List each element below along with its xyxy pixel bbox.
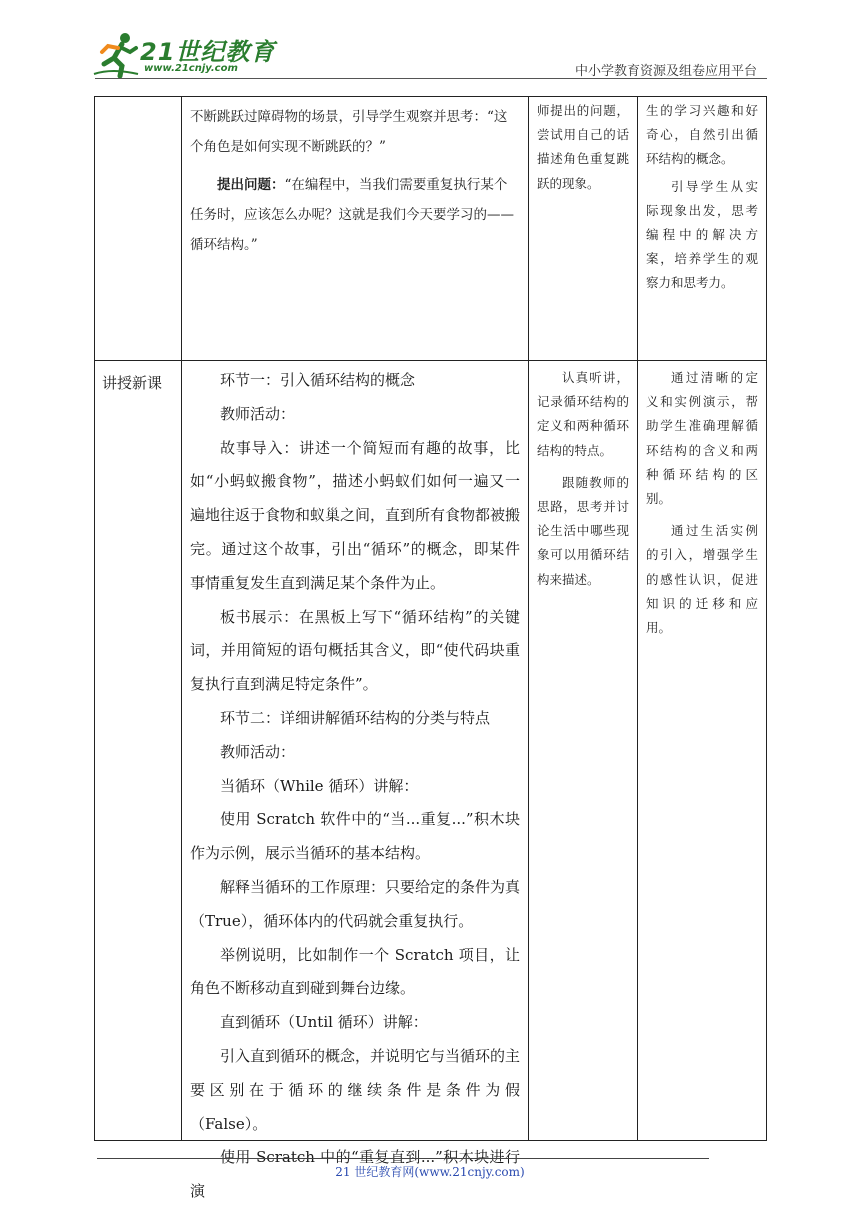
design-intent-text: 通过生活实例的引入，增强学生的感性认识，促进知识的迁移和应用。 <box>646 523 758 636</box>
section-heading: 环节一：引入循环结构的概念 <box>220 371 416 389</box>
table-column-divider <box>181 96 182 1141</box>
footer-divider <box>97 1158 709 1159</box>
platform-name: 中小学教育资源及组卷应用平台 <box>574 64 757 79</box>
activity-paragraph: 故事导入：讲述一个简短而有趣的故事，比如“小蚂蚁搬食物”，描述小蚂蚁们如何一遍又一遍地往返于食物和蚁巢之间，直到所有食物都被搬完。通过这个故事，引出“循环”的概念，即某件事情重复发生直到满足某个条件为止。 <box>190 438 521 592</box>
section-heading: 环节二：详细讲解循环结构的分类与特点 <box>220 708 491 727</box>
student-activity-cell <box>537 99 629 196</box>
student-activity-text: 师提出的问题，尝试用自己的话描述角色重复跳跃的现象。 <box>537 103 629 191</box>
activity-text: “在编程中，当我们需要重复执行某个任务时，应该怎么办呢？这就是我们今天要学习的——循环结构。” <box>190 177 514 253</box>
activity-paragraph: 直到循环（Until 循环）讲解： <box>220 1013 428 1032</box>
row-label: 讲授新课 <box>102 374 163 392</box>
student-activity-cell <box>537 366 629 592</box>
site-logo[interactable] <box>92 30 276 80</box>
table-border-right <box>766 96 767 1141</box>
header-divider <box>95 78 767 79</box>
activity-paragraph: 使用 Scratch 软件中的“当...重复...”积木块作为示例，展示当循环的基本结构。 <box>190 810 520 863</box>
design-intent-text: 生的学习兴趣和好奇心，自然引出循环结构的概念。 <box>646 103 758 167</box>
table-border-top <box>94 96 767 97</box>
activity-paragraph: 举例说明，比如制作一个 Scratch 项目，让角色不断移动直到碰到舞台边缘。 <box>190 945 520 998</box>
activity-paragraph <box>190 170 520 260</box>
activity-paragraph: 解释当循环的工作原理：只要给定的条件为真（True），循环体内的代码就会重复执行。 <box>190 877 521 930</box>
logo-url: www.21cnjy.com <box>144 63 238 74</box>
design-intent-text: 引导学生从实际现象出发，思考编程中的解决方案，培养学生的观察力和思考力。 <box>646 178 758 291</box>
student-activity-text: 跟随教师的思路，思考并讨论生活中哪些现象可以用循环结构来描述。 <box>537 474 629 587</box>
activity-paragraph: 板书展示：在黑板上写下“循环结构”的关键词，并用简短的语句概括其含义，即“使代码块重复执行直到满足特定条件”。 <box>190 607 520 694</box>
table-column-divider <box>528 96 529 1141</box>
table-border-left <box>94 96 95 1141</box>
page-header <box>0 0 860 80</box>
activity-cell <box>190 102 520 260</box>
activity-cell <box>190 364 520 1209</box>
design-intent-cell <box>646 366 758 640</box>
activity-paragraph: 当循环（While 循环）讲解： <box>220 776 419 795</box>
footer-link[interactable]: 21 世纪教育网(www.21cnjy.com) <box>335 1165 525 1179</box>
table-row-divider <box>94 360 767 361</box>
runner-logo-icon <box>92 30 140 78</box>
design-intent-cell <box>646 99 758 296</box>
activity-paragraph: 教师活动： <box>220 404 296 423</box>
activity-paragraph: 不断跳跃过障碍物的场景，引导学生观察并思考：“这个角色是如何实现不断跳跃的？” <box>190 109 508 155</box>
activity-paragraph: 教师活动： <box>220 742 296 761</box>
activity-paragraph: 引入直到循环的概念，并说明它与当循环的主要区别在于循环的继续条件是条件为假（False）。 <box>190 1046 521 1133</box>
table-column-divider <box>637 96 638 1141</box>
logo-title: 21世纪教育 <box>140 38 276 66</box>
bold-lead: 提出问题： <box>217 177 285 193</box>
design-intent-text: 通过清晰的定义和实例演示，帮助学生准确理解循环结构的含义和两种循环结构的区别。 <box>646 370 758 507</box>
student-activity-text: 认真听讲，记录循环结构的定义和两种循环结构的特点。 <box>537 370 629 458</box>
activity-paragraph: 使用 Scratch 中的“重复直到...”积木块进行演 <box>190 1148 520 1201</box>
